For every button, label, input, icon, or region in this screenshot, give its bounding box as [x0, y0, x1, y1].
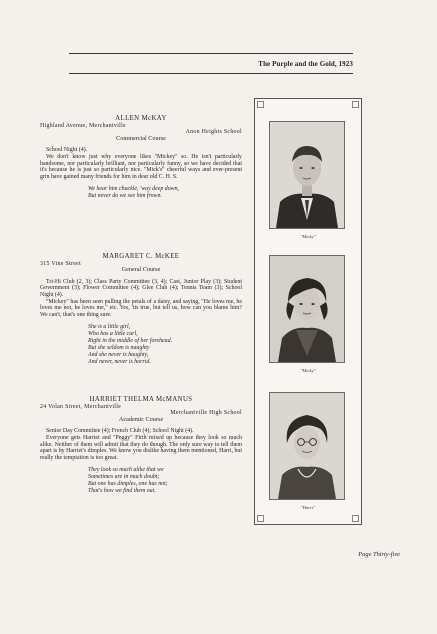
photo-caption: "Micky" — [300, 234, 316, 239]
senior-entry-mcmanus — [40, 397, 242, 495]
senior-entry-mckee — [40, 254, 242, 366]
verse — [40, 467, 242, 495]
student-school: Merchantville High School — [170, 410, 242, 417]
verse-line: But never do we see him frown. — [88, 193, 162, 200]
verse-line: Who has a little curl, — [88, 331, 138, 338]
frame-corner-ornament — [352, 101, 359, 108]
photo-column-frame — [254, 98, 362, 525]
verse — [40, 324, 242, 366]
portrait-photo-boy — [269, 121, 345, 229]
student-course: Academic Course — [118, 415, 164, 423]
portrait-photo-girl — [269, 255, 345, 363]
verse-line: And never, never is horrid. — [88, 359, 151, 366]
activities-paragraph: School Night (4). — [46, 147, 88, 154]
verse-line: That's how we find them out. — [88, 488, 156, 495]
photo-caption: "Harri" — [300, 505, 316, 510]
student-address: Highland Avenue, Merchantville — [40, 122, 126, 129]
header-rule-top — [69, 53, 353, 54]
verse-line: She is a little girl, — [88, 324, 131, 331]
student-name: ALLEN McKAY — [115, 115, 167, 122]
portrait-photo-girl-glasses — [269, 392, 345, 500]
student-address: 315 Vine Street — [40, 260, 82, 267]
student-school: Anon Heights School — [185, 129, 242, 136]
student-course: Commercial Course — [116, 134, 166, 142]
photo-caption: "Micky" — [300, 368, 316, 373]
student-course: General Course — [121, 266, 161, 274]
verse-line: Right in the middle of her forehead. — [88, 338, 173, 345]
verse-line: But she seldom is naughty — [88, 345, 150, 352]
frame-corner-ornament — [257, 101, 264, 108]
bio-paragraph: We don't know just why everyone likes "Mickey" so. He isn't particularly handsome, nor particularly brilliant, nor particularly funny, so we have decided that it's because he is just so particularly nice. "Mick's" cheerful ways and ever-present grin have gained many friends for him in dear old C. H. S. — [40, 153, 242, 180]
verse-line: And she never is haughty, — [88, 352, 149, 359]
verse-line: Sometimes are in much doubt; — [88, 474, 160, 481]
verse-line: They look so much alike that we — [88, 467, 164, 474]
activities-paragraph: Senior Day Committee (4); French Club (4); School Night (4). — [46, 428, 194, 435]
header-rule-bottom — [69, 73, 353, 74]
page-number: Page Thirty-five — [358, 551, 400, 558]
verse — [40, 186, 242, 200]
verse-line: We hear him chuckle, 'way deep down, — [88, 186, 180, 193]
student-name: MARGARET C. McKEE — [102, 253, 180, 260]
frame-corner-ornament — [257, 515, 264, 522]
activities-paragraph: Tri-Hi Club (2, 3); Class Party Committee (3, 4); Cast, Junior Play (3); Student Government (3); Flower Committee (4); Glee Club (4); Tennis Team (3); School Night (4). — [40, 278, 242, 298]
verse-line: But one has dimples, one has not; — [88, 481, 168, 488]
senior-entry-mckay — [40, 116, 242, 200]
student-name: HARRIET THELMA McMANUS — [89, 396, 193, 403]
student-address: 24 Volan Street, Merchantville — [40, 403, 122, 410]
bio-paragraph: "Mickey" has been seen pulling the petals of a daisy, and saying, "He loves me, he loves me not, he loves me," etc. Yes, 'tis true, but tell us, how can you blame him? We can't, that's one thing sure. — [40, 298, 242, 318]
bio-paragraph: Everyone gets Harriet and "Peggy" Firth mixed up because they look so much alike. Neither of them will admit that they do though. The only sure way to tell them apart is by Harriet's dimples. We know you dislike having them mentioned, Harri, but really the temptation is too great. — [40, 434, 242, 461]
page-header-title: The Purple and the Gold, 1923 — [258, 60, 353, 68]
frame-corner-ornament — [352, 515, 359, 522]
